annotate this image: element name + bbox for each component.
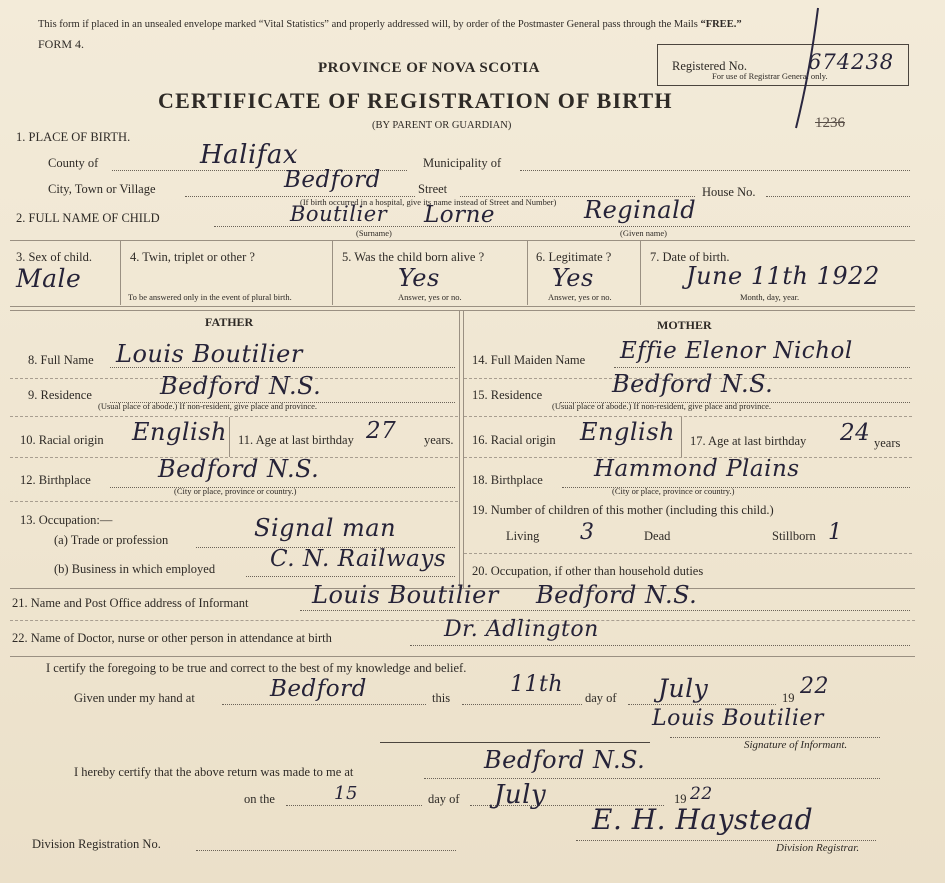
alive-value: Yes (398, 264, 440, 292)
mother-years: years (874, 436, 901, 450)
mother-birthplace-label: 18. Birthplace (472, 473, 543, 487)
alive-note: Answer, yes or no. (398, 292, 462, 302)
father-trade: Signal man (254, 514, 397, 542)
doctor-label: 22. Name of Doctor, nurse or other person in attendance at birth (12, 631, 332, 645)
father-residence-note: (Usual place of abode.) If non-resident, give place and province. (98, 401, 318, 411)
doctor-value: Dr. Adlington (444, 617, 599, 642)
registrar-place: Bedford N.S. (484, 746, 646, 774)
county-label: County of (48, 156, 99, 170)
given-day: 11th (510, 672, 564, 697)
living-label: Living (506, 529, 540, 543)
father-business: C. N. Railways (270, 546, 447, 572)
registrar-day-label: day of (428, 792, 460, 806)
informant-address: Bedford N.S. (536, 581, 698, 609)
sex-label: 3. Sex of child. (16, 250, 93, 264)
given-year: 22 (800, 674, 829, 699)
informant-label: 21. Name and Post Office address of Informant (12, 596, 249, 610)
father-birthplace-label: 12. Birthplace (20, 473, 91, 487)
division-registration-label: Division Registration No. (32, 837, 161, 851)
city-value: Bedford (284, 167, 381, 193)
date-of-birth-note: Month, day, year. (740, 292, 800, 302)
registered-label: Registered No. (672, 59, 747, 73)
on-the-label: on the (244, 792, 275, 806)
alive-label: 5. Was the child born alive ? (342, 250, 485, 264)
division-registrar-label: Division Registrar. (776, 842, 860, 854)
twin-label: 4. Twin, triplet or other ? (130, 250, 255, 264)
living-value: 3 (580, 520, 595, 545)
legitimate-label: 6. Legitimate ? (536, 250, 612, 264)
date-of-birth-value: June 11th 1922 (686, 262, 880, 290)
given-place: Bedford (270, 676, 367, 702)
father-racial-label: 10. Racial origin (20, 433, 104, 447)
mother-age: 24 (840, 420, 871, 446)
given-month: July (658, 674, 709, 703)
father-name: Louis Boutilier (116, 340, 303, 368)
father-occupation-label: 13. Occupation:— (20, 513, 113, 527)
mother-residence: Bedford N.S. (612, 370, 774, 398)
informant-signature-label: Signature of Informant. (744, 739, 848, 751)
registrar-year: 22 (690, 784, 713, 804)
registrar-year-prefix: 19 (674, 792, 687, 806)
mother-age-label: 17. Age at last birthday (690, 434, 807, 448)
street-label: Street (418, 182, 448, 196)
given-year-prefix: 19 (782, 691, 795, 705)
this-label: this (432, 691, 451, 705)
mother-heading: MOTHER (657, 318, 712, 332)
house-label: House No. (702, 185, 756, 199)
registrar-statement: I hereby certify that the above return was made to me at (74, 765, 354, 779)
children-label: 19. Number of children of this mother (including this child.) (472, 503, 774, 517)
given-label: Given under my hand at (74, 691, 195, 705)
certify-statement: I certify the foregoing to be true and correct to the best of my knowledge and belief. (46, 661, 467, 675)
surname-note: (Surname) (356, 228, 392, 238)
child-given-name: Reginald (584, 196, 697, 224)
city-label: City, Town or Village (48, 182, 156, 196)
father-heading: FATHER (205, 315, 254, 329)
mother-occupation-label: 20. Occupation, if other than household duties (472, 564, 704, 578)
father-age: 27 (366, 418, 397, 444)
municipality-label: Municipality of (423, 156, 502, 170)
father-birthplace: Bedford N.S. (158, 455, 320, 483)
given-note: (Given name) (620, 228, 667, 238)
registrar-signature: E. H. Haystead (592, 803, 814, 836)
father-name-label: 8. Full Name (28, 353, 94, 367)
form-number: FORM 4. (38, 37, 85, 51)
child-surname: Boutilier (290, 202, 388, 226)
father-age-label: 11. Age at last birthday (238, 433, 354, 447)
father-birthplace-note: (City or place, province or country.) (174, 486, 297, 496)
registrar-day: 15 (334, 783, 358, 804)
informant-signature: Louis Boutilier (652, 706, 824, 731)
father-years: years. (424, 433, 454, 447)
county-value: Halifax (200, 140, 299, 170)
mother-name: Effie Elenor Nichol (620, 338, 853, 364)
pen-stroke-mark (780, 0, 830, 140)
mother-racial-label: 16. Racial origin (472, 433, 556, 447)
twin-note: To be answered only in the event of plural birth. (128, 292, 292, 302)
stillborn-label: Stillborn (772, 529, 816, 543)
registered-number: 674238 (808, 50, 895, 74)
given-day-label: day of (585, 691, 617, 705)
registered-note: For use of Registrar General only. (712, 71, 828, 81)
father-residence-label: 9. Residence (28, 388, 92, 402)
business-label: (b) Business in which employed (54, 562, 216, 576)
child-middle-name: Lorne (424, 202, 496, 228)
street-note: (If birth occurred in a hospital, give its name instead of Street and Number) (300, 197, 557, 207)
stillborn-value: 1 (828, 520, 843, 545)
father-racial: English (132, 418, 227, 446)
page-title: CERTIFICATE OF REGISTRATION OF BIRTH (158, 88, 673, 113)
legitimate-value: Yes (552, 264, 594, 292)
page-subtitle: (BY PARENT OR GUARDIAN) (372, 120, 512, 131)
mother-name-label: 14. Full Maiden Name (472, 353, 586, 367)
mother-racial: English (580, 418, 675, 446)
trade-label: (a) Trade or profession (54, 533, 169, 547)
province-heading: PROVINCE OF NOVA SCOTIA (318, 60, 540, 76)
date-of-birth-label: 7. Date of birth. (650, 250, 730, 264)
stamp-number: 1236 (815, 115, 845, 131)
legitimate-note: Answer, yes or no. (548, 292, 612, 302)
mother-residence-note: (Usual place of abode.) If non-resident, give place and province. (552, 401, 772, 411)
place-of-birth-label: 1. PLACE OF BIRTH. (16, 130, 131, 144)
mother-birthplace-note: (City or place, province or country.) (612, 486, 735, 496)
father-residence: Bedford N.S. (160, 372, 322, 400)
mother-residence-label: 15. Residence (472, 388, 543, 402)
child-name-label: 2. FULL NAME OF CHILD (16, 211, 160, 225)
mother-birthplace: Hammond Plains (594, 456, 800, 482)
informant-name: Louis Boutilier (312, 581, 499, 609)
dead-label: Dead (644, 529, 671, 543)
postal-notice: This form if placed in an unsealed envelope marked “Vital Statistics” and properly addressed will, by order of the Postmaster General pass through the Mails “FREE.” (38, 19, 742, 30)
registrar-month: July (494, 780, 547, 810)
sex-value: Male (16, 264, 82, 293)
